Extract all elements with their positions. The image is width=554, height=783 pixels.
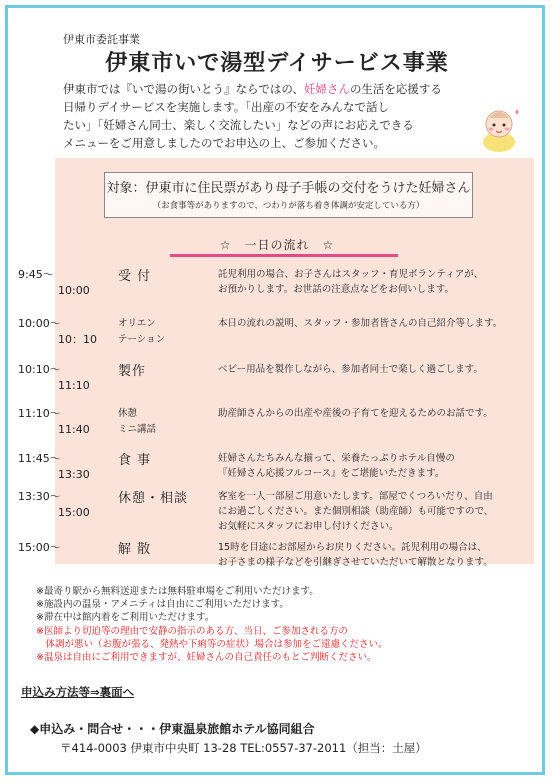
description-line: お気軽にスタッフにお申し付けください。 xyxy=(218,521,399,532)
schedule-description xyxy=(218,267,530,297)
target-sub: （お食事等がありますので、つわりが落ち着き体調が安定している方） xyxy=(152,201,425,211)
intro-line1-pre: 伊東市では『いで湯の街いとう』ならではの、 xyxy=(63,82,304,96)
schedule-activity: 食 事 xyxy=(118,453,152,468)
schedule-activity: 休憩 ミニ講話 xyxy=(118,408,157,435)
description-line: 『妊婦さん応援フルコース』をご堪能いただきます。 xyxy=(218,468,445,479)
schedule-activity: 解 散 xyxy=(118,542,152,557)
time-start: 10:10～ xyxy=(18,363,61,376)
time-end: 11:10 xyxy=(58,379,90,392)
target-box xyxy=(104,172,473,218)
time-start: 11:10～ xyxy=(18,407,61,420)
schedule-description xyxy=(218,489,530,534)
baby-illustration-icon xyxy=(475,104,523,152)
intro-line1-post: の生活を応援する xyxy=(349,82,442,96)
description-line: 助産師さんからの出産や産後の子育てを迎えるためのお話です。 xyxy=(218,408,493,419)
schedule-time xyxy=(18,406,100,438)
note-line: ※医師より切迫等の理由で安静の指示のある方、当日、ご参加される方の xyxy=(36,625,348,637)
time-start: 9:45～ xyxy=(18,268,54,281)
schedule-activity: オリエン テーション xyxy=(118,318,166,345)
description-line: 妊婦さんたちみんな揃って、栄養たっぷりホテル自慢の xyxy=(218,453,455,464)
contact-line2: 〒414-0003 伊東市中央町 13-28 TEL:0557-37-2011（担当：土屋） xyxy=(60,741,427,755)
schedule-time xyxy=(18,362,100,394)
description-line: ベビー用品を製作しながら、参加者同士で楽しく過ごします。 xyxy=(218,364,483,375)
schedule-time xyxy=(18,540,100,556)
schedule-activity: 製作 xyxy=(118,364,147,379)
time-end: 15:00 xyxy=(58,506,90,519)
description-line: にお過ごしください。また個別相談（助産師）も可能ですので、 xyxy=(218,506,494,517)
intro-line4: メニューをご用意しましたのでお申込の上、ご参加ください。 xyxy=(63,136,385,150)
description-line: 本日の流れの説明、スタッフ・参加者皆さんの自己紹介等します。 xyxy=(218,318,503,329)
flow-title-underline xyxy=(170,254,398,257)
notes-block xyxy=(36,585,536,664)
description-line: お子さまの様子などを引継ぎさせていただいて解散となります。 xyxy=(218,557,493,568)
page-title: 伊東市いで湯型デイサービス事業 xyxy=(105,51,449,76)
intro-line2: 日帰りデイサービスを実施します。「出産の不安をみんなで話し xyxy=(63,100,390,114)
time-end: 11:40 xyxy=(58,423,90,436)
contact-line1: ◆申込み・問合せ・・・伊東温泉旅館ホテル協同組合 xyxy=(30,722,315,736)
description-line: 客室を一人一部屋ご用意いたします。部屋でくつろいだり、自由 xyxy=(218,491,493,502)
schedule-description xyxy=(218,362,530,377)
intro-pink-word: 妊婦さん xyxy=(303,82,350,96)
flow-title: ☆ 一日の流れ ☆ xyxy=(219,238,335,252)
time-start: 10:00～ xyxy=(18,317,61,330)
description-line: 15時を目途にお部屋からお戻りください。託児利用の場合は、 xyxy=(218,542,487,553)
schedule-time xyxy=(18,316,100,348)
note-line: ※施設内の温泉・アメニティは自由にご利用いただけます。 xyxy=(36,599,289,611)
intro-text xyxy=(63,80,483,152)
schedule-description xyxy=(218,451,530,481)
schedule-activity: 受 付 xyxy=(118,269,152,284)
schedule-time xyxy=(18,267,100,299)
note-line: ※最寄り駅から無料送迎または無料駐車場をご利用いただけます。 xyxy=(36,586,319,597)
note-line: 体調が悪い（お腹が張る、発熱や下痢等の症状）場合は参加をご遠慮ください。 xyxy=(36,638,388,650)
schedule-activity: 休憩・相談 xyxy=(118,491,189,506)
description-line: お預かりします。お世話の注意点などをお伺いします。 xyxy=(218,284,454,295)
schedule-description xyxy=(218,540,530,570)
schedule-description xyxy=(218,316,530,331)
schedule-time xyxy=(18,451,100,483)
apply-method-link[interactable]: 申込み方法等⇒裏面へ xyxy=(21,685,135,699)
schedule-time xyxy=(18,489,100,521)
time-start: 13:30～ xyxy=(18,490,61,503)
time-end: 10：10 xyxy=(58,333,97,346)
time-start: 15:00～ xyxy=(18,541,61,554)
time-end: 13:30 xyxy=(58,468,90,481)
schedule-description xyxy=(218,406,530,421)
note-line: ※温泉は自由にご利用できますが、妊婦さんの自己責任のもとご判断ください。 xyxy=(36,652,377,664)
commission-label: 伊東市委託事業 xyxy=(63,33,140,46)
target-main: 対象：伊東市に住民票があり母子手帳の交付をうけた妊婦さん xyxy=(106,181,471,196)
intro-line3: たい」「妊婦さん同士、楽しく交流したい」などの声にお応えできる xyxy=(63,118,414,132)
time-end: 10:00 xyxy=(58,284,90,297)
description-line: 託児利用の場合、お子さんはスタッフ・育児ボランティアが、 xyxy=(218,269,484,280)
note-line: ※滞在中は館内着をご利用いただけます。 xyxy=(36,612,215,624)
time-start: 11:45～ xyxy=(18,452,61,465)
